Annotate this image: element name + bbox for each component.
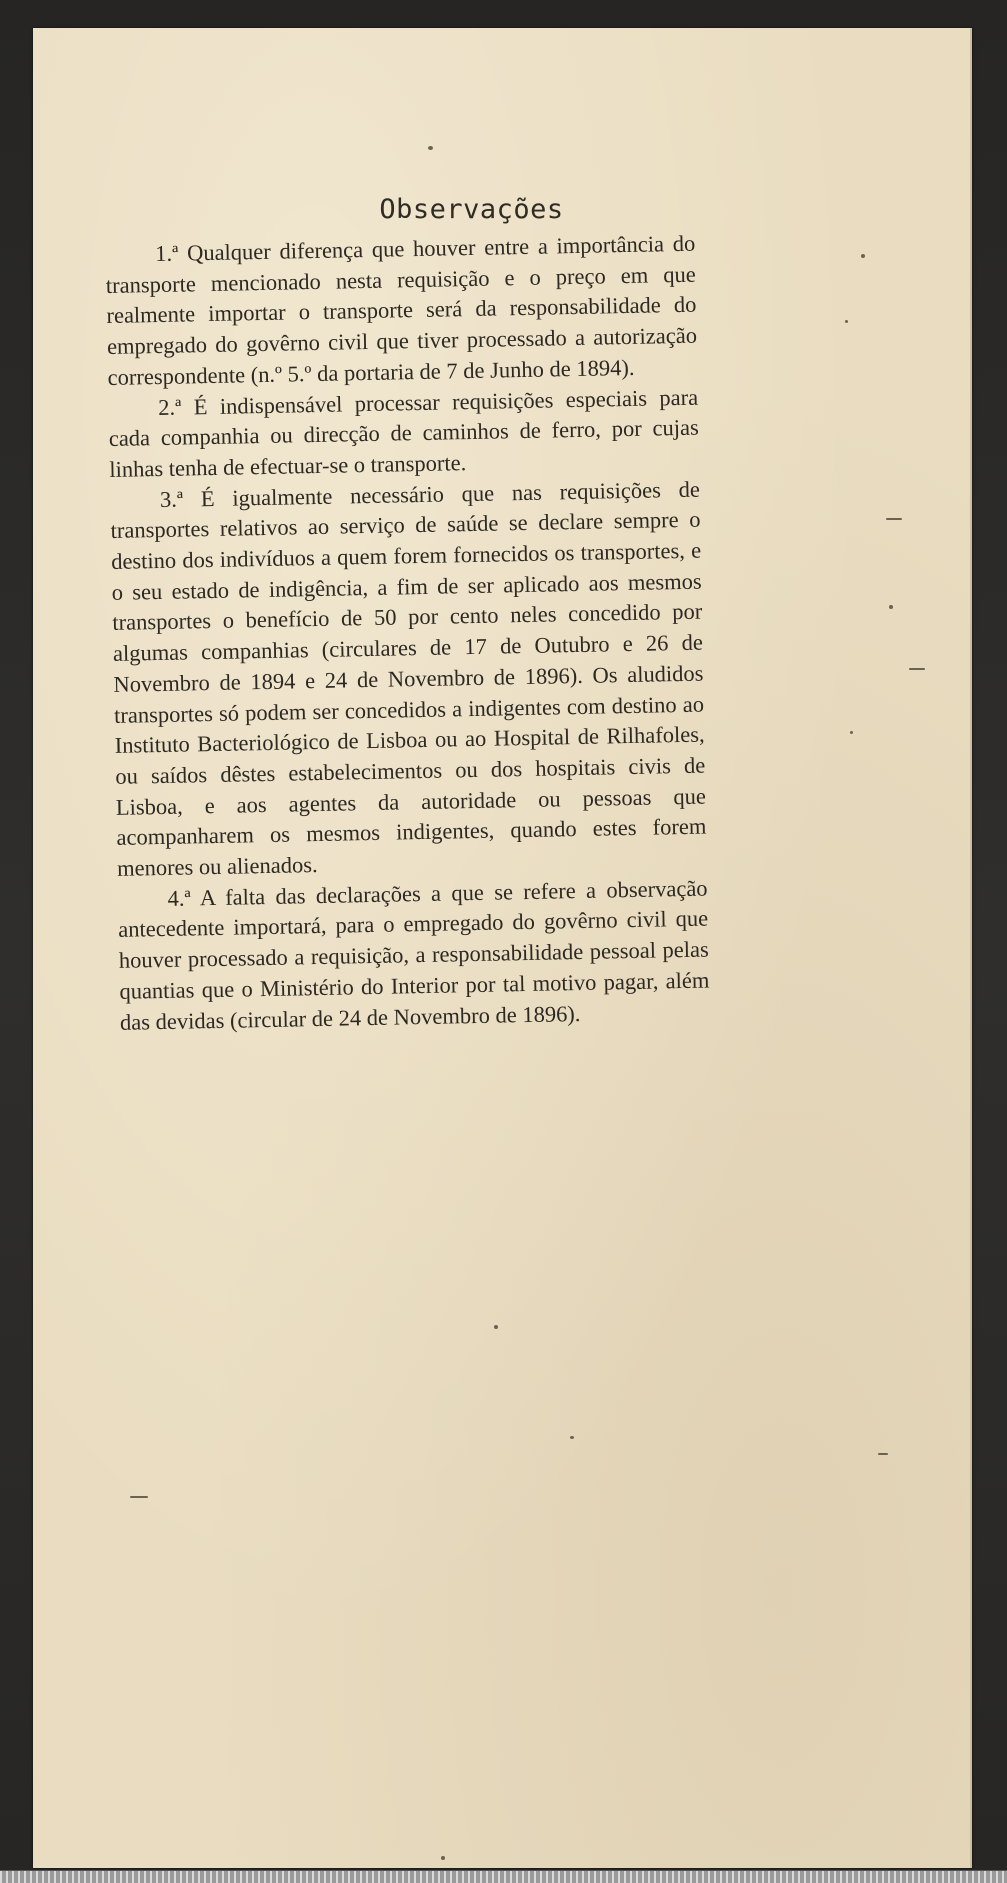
paper-speck	[909, 668, 925, 670]
observation-paragraph-3: 3.ª É igualmente necessário que nas requisições de transportes relativos ao serviço de saúde se declare sempre o destino dos indivíduos a quem forem fornecidos os transportes, e o seu estado de indigência, a fim de ser aplicado aos mesmos transportes o benefício de 50 por cento neles concedido por algumas companhias (circulares de 17 de Outubro e 26 de Novembro de 1894 e 24 de Novembro de 1896). Os aludidos transportes só podem ser concedidos a indigentes com destino ao Instituto Bacteriológico de Lisboa ou ao Hospital de Rilhafoles, ou saídos dêstes estabelecimentos ou dos hospitais civis de Lisboa, e aos agentes da autoridade ou pessoas que acompanharem os mesmos indigentes, quando estes forem menores ou alienados.	[110, 476, 707, 881]
paper-speck	[441, 1856, 445, 1860]
observation-paragraph-2: 2.ª É indispensável processar requisições especiais para cada companhia ou direcção de caminhos de ferro, por cujas linhas tenha de efectuar-se o transporte.	[108, 384, 699, 482]
paper-speck	[850, 731, 853, 734]
paper-speck	[886, 518, 902, 520]
paper-speck	[130, 1496, 148, 1498]
paper-speck	[845, 320, 848, 323]
paper-speck	[889, 605, 893, 609]
document-page	[33, 28, 972, 1868]
document-heading: Observações	[379, 194, 564, 225]
document-body	[105, 229, 710, 1038]
observation-paragraph-1: 1.ª Qualquer diferença que houver entre a importância do transporte mencionado nesta requisição e o preço em que realmente importar o transporte será da responsabilidade do empregado do govêrno civil que tiver processado a autorização correspondente (n.º 5.º da portaria de 7 de Junho de 1894).	[105, 230, 698, 390]
paper-speck	[861, 254, 865, 258]
scan-ruler	[0, 1870, 1007, 1883]
observation-paragraph-4: 4.ª A falta das declarações a que se refere a observação antecedente importará, para o empregado do govêrno civil que houver processado a requisição, a responsabilidade pessoal pelas quantias que o Ministério do Interior por tal motivo pagar, além das devidas (circular de 24 de Novembro de 1896).	[118, 875, 710, 1035]
paper-speck	[494, 1325, 498, 1329]
paper-speck	[878, 1453, 888, 1455]
paper-speck	[428, 146, 433, 150]
paper-speck	[570, 1436, 574, 1439]
